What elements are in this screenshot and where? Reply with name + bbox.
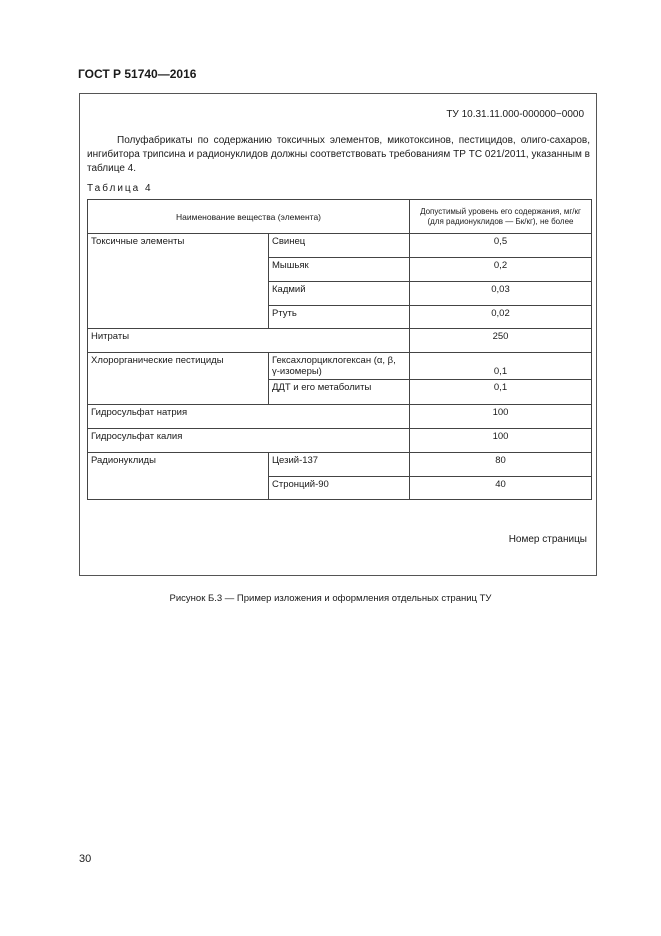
value-cell: 250 <box>410 329 592 353</box>
sub-cell: Кадмий <box>269 282 410 306</box>
table-row <box>88 353 592 380</box>
tu-page-frame <box>79 93 597 576</box>
table-row <box>88 329 592 353</box>
sub-cell: ДДТ и его метаболиты <box>269 380 410 405</box>
table-header-row <box>88 200 592 234</box>
table-caption: Таблица 4 <box>87 183 153 194</box>
figure-caption: Рисунок Б.3 — Пример изложения и оформления отдельных страниц ТУ <box>169 593 492 604</box>
value-cell: 0,2 <box>410 258 592 282</box>
group-cell: Хлорорганические пестициды <box>88 353 269 405</box>
sub-cell: Мышьяк <box>269 258 410 282</box>
intro-paragraph: Полуфабрикаты по содержанию токсичных элементов, микотоксинов, пестицидов, олиго-сахаров, ингибитора трипсина и радионуклидов должны соответствовать требованиям ТР ТС 021/2011, указанным в таблице 4. <box>87 135 590 174</box>
standard-title: ГОСТ Р 51740—2016 <box>78 67 197 81</box>
value-cell: 0,03 <box>410 282 592 306</box>
value-cell: 80 <box>410 453 592 477</box>
table-row <box>88 405 592 429</box>
page-number: 30 <box>79 853 92 865</box>
value-cell: 100 <box>410 405 592 429</box>
group-cell: Токсичные элементы <box>88 234 269 329</box>
table-row <box>88 234 592 258</box>
value-cell: 40 <box>410 477 592 500</box>
page-number-label: Номер страницы <box>508 534 587 545</box>
value-cell: 100 <box>410 429 592 453</box>
sub-cell: Ртуть <box>269 306 410 329</box>
sub-cell: Гексахлорциклогексан (α, β, γ-изомеры) <box>269 353 410 380</box>
col-substance-header: Наименование вещества (элемента) <box>88 200 410 234</box>
group-cell: Нитраты <box>88 329 410 353</box>
value-cell: 0,1 <box>410 380 592 405</box>
table-row <box>88 453 592 477</box>
table-row <box>88 429 592 453</box>
group-cell: Гидросульфат калия <box>88 429 410 453</box>
value-cell: 0,1 <box>410 353 592 380</box>
col-level-header: Допустимый уровень его содержания, мг/кг (для радионуклидов — Бк/кг), не более <box>410 200 592 234</box>
sub-cell: Свинец <box>269 234 410 258</box>
value-cell: 0,02 <box>410 306 592 329</box>
value-cell: 0,5 <box>410 234 592 258</box>
substance-table <box>87 199 592 500</box>
group-cell: Радионуклиды <box>88 453 269 500</box>
sub-cell: Цезий-137 <box>269 453 410 477</box>
sub-cell: Стронций-90 <box>269 477 410 500</box>
tu-code: ТУ 10.31.11.000-000000−0000 <box>446 109 584 120</box>
group-cell: Гидросульфат натрия <box>88 405 410 429</box>
